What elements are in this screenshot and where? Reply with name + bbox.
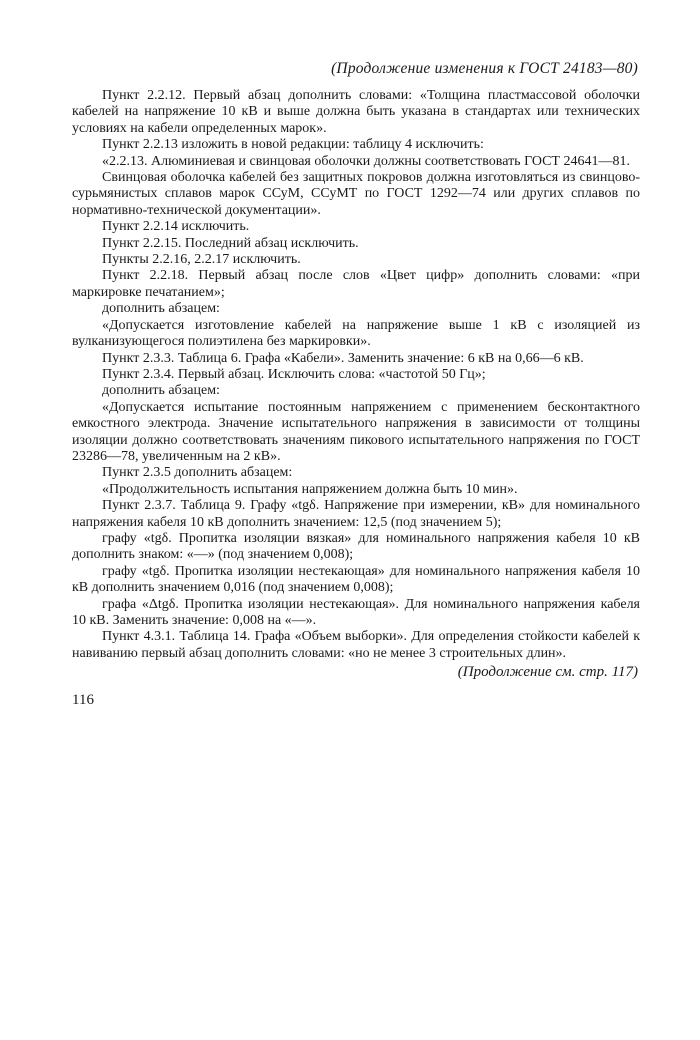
continuation-note: (Продолжение см. стр. 117): [457, 664, 638, 680]
paragraph-2-3-5: Пункт 2.3.5 дополнить абзацем:: [102, 465, 293, 481]
paragraph-2-2-13: Пункт 2.2.13 изложить в новой редакции: таблицу 4 исключить:: [102, 137, 484, 153]
paragraph-2-2-18: Пункт 2.2.18. Первый абзац после слов «Цвет цифр» дополнить словами: «при маркировке печатанием»;: [72, 268, 640, 300]
paragraph-2-2-13-text: «2.2.13. Алюминиевая и свинцовая оболочки должны соответствовать ГОСТ 24641—81.: [102, 153, 630, 169]
paragraph-manufacture: «Допускается изготовление кабелей на напряжение выше 1 кВ с изоляцией из вулканизующегося полиэтилена без маркировки».: [72, 317, 640, 350]
document-body: [72, 88, 640, 662]
paragraph-2-2-14: Пункт 2.2.14 исключить.: [102, 219, 250, 235]
paragraph-test-dc: «Допускается испытание постоянным напряжением с применением бесконтактного емкостного электрода. Значение испытательного напряжения в зависимости от толщины изоляции должно соответствовать значениям пикового испытательного напряжения по ГОСТ 23286—78, увеличенным на 2 кВ».: [72, 399, 640, 464]
paragraph-2-2-16: Пункты 2.2.16, 2.2.17 исключить.: [102, 252, 301, 268]
paragraph-lead-sheath: Свинцовая оболочка кабелей без защитных покровов должна изготовляться из свинцово-сурьмянистых сплавов марок ССуМ, ССуМТ по ГОСТ 1292—74 или других сплавов по нормативно-технической документации».: [72, 170, 640, 218]
paragraph-2-3-3: Пункт 2.3.3. Таблица 6. Графа «Кабели». Заменить значение: 6 кВ на 0,66—6 кВ.: [102, 350, 584, 366]
paragraph-2-3-4: Пункт 2.3.4. Первый абзац. Исключить слова: «частотой 50 Гц»;: [102, 366, 486, 382]
paragraph-tg-viscous: графу «tgδ. Пропитка изоляции вязкая» для номинального напряжения кабеля 10 кВ дополнить знаком: «—» (под значением 0,008);: [72, 530, 640, 563]
paragraph-add-1: дополнить абзацем:: [102, 301, 220, 317]
paragraph-2-3-7: Пункт 2.3.7. Таблица 9. Графу «tgδ. Напряжение при измерении, кВ» для номинального напряжения кабеля 10 кВ дополнить значением: 12,5 (под значением 5);: [72, 498, 640, 530]
paragraph-delta-tg: графа «Δtgδ. Пропитка изоляции нестекающая». Для номинального напряжения кабеля 10 кВ. Заменить значение: 0,008 на «—».: [72, 596, 640, 628]
paragraph-add-2: дополнить абзацем:: [102, 383, 220, 399]
paragraph-2-2-12: Пункт 2.2.12. Первый абзац дополнить словами: «Толщина пластмассовой оболочки кабелей на напряжение 10 кВ и выше должна быть указана в стандартах или технических условиях на кабели определенных марок».: [72, 88, 640, 136]
page-header: (Продолжение изменения к ГОСТ 24183—80): [331, 60, 638, 77]
page-number: 116: [72, 692, 94, 708]
paragraph-tg-nondraining: графу «tgδ. Пропитка изоляции нестекающая» для номинального напряжения кабеля 10 кВ дополнить значением 0,016 (под значением 0,008);: [72, 563, 640, 596]
paragraph-duration: «Продолжительность испытания напряжением должна быть 10 мин».: [102, 481, 518, 497]
paragraph-4-3-1: Пункт 4.3.1. Таблица 14. Графа «Объем выборки». Для определения стойкости кабелей к навиванию первый абзац дополнить словами: «но не менее 3 строительных длин».: [72, 629, 640, 661]
paragraph-2-2-15: Пункт 2.2.15. Последний абзац исключить.: [102, 235, 359, 251]
